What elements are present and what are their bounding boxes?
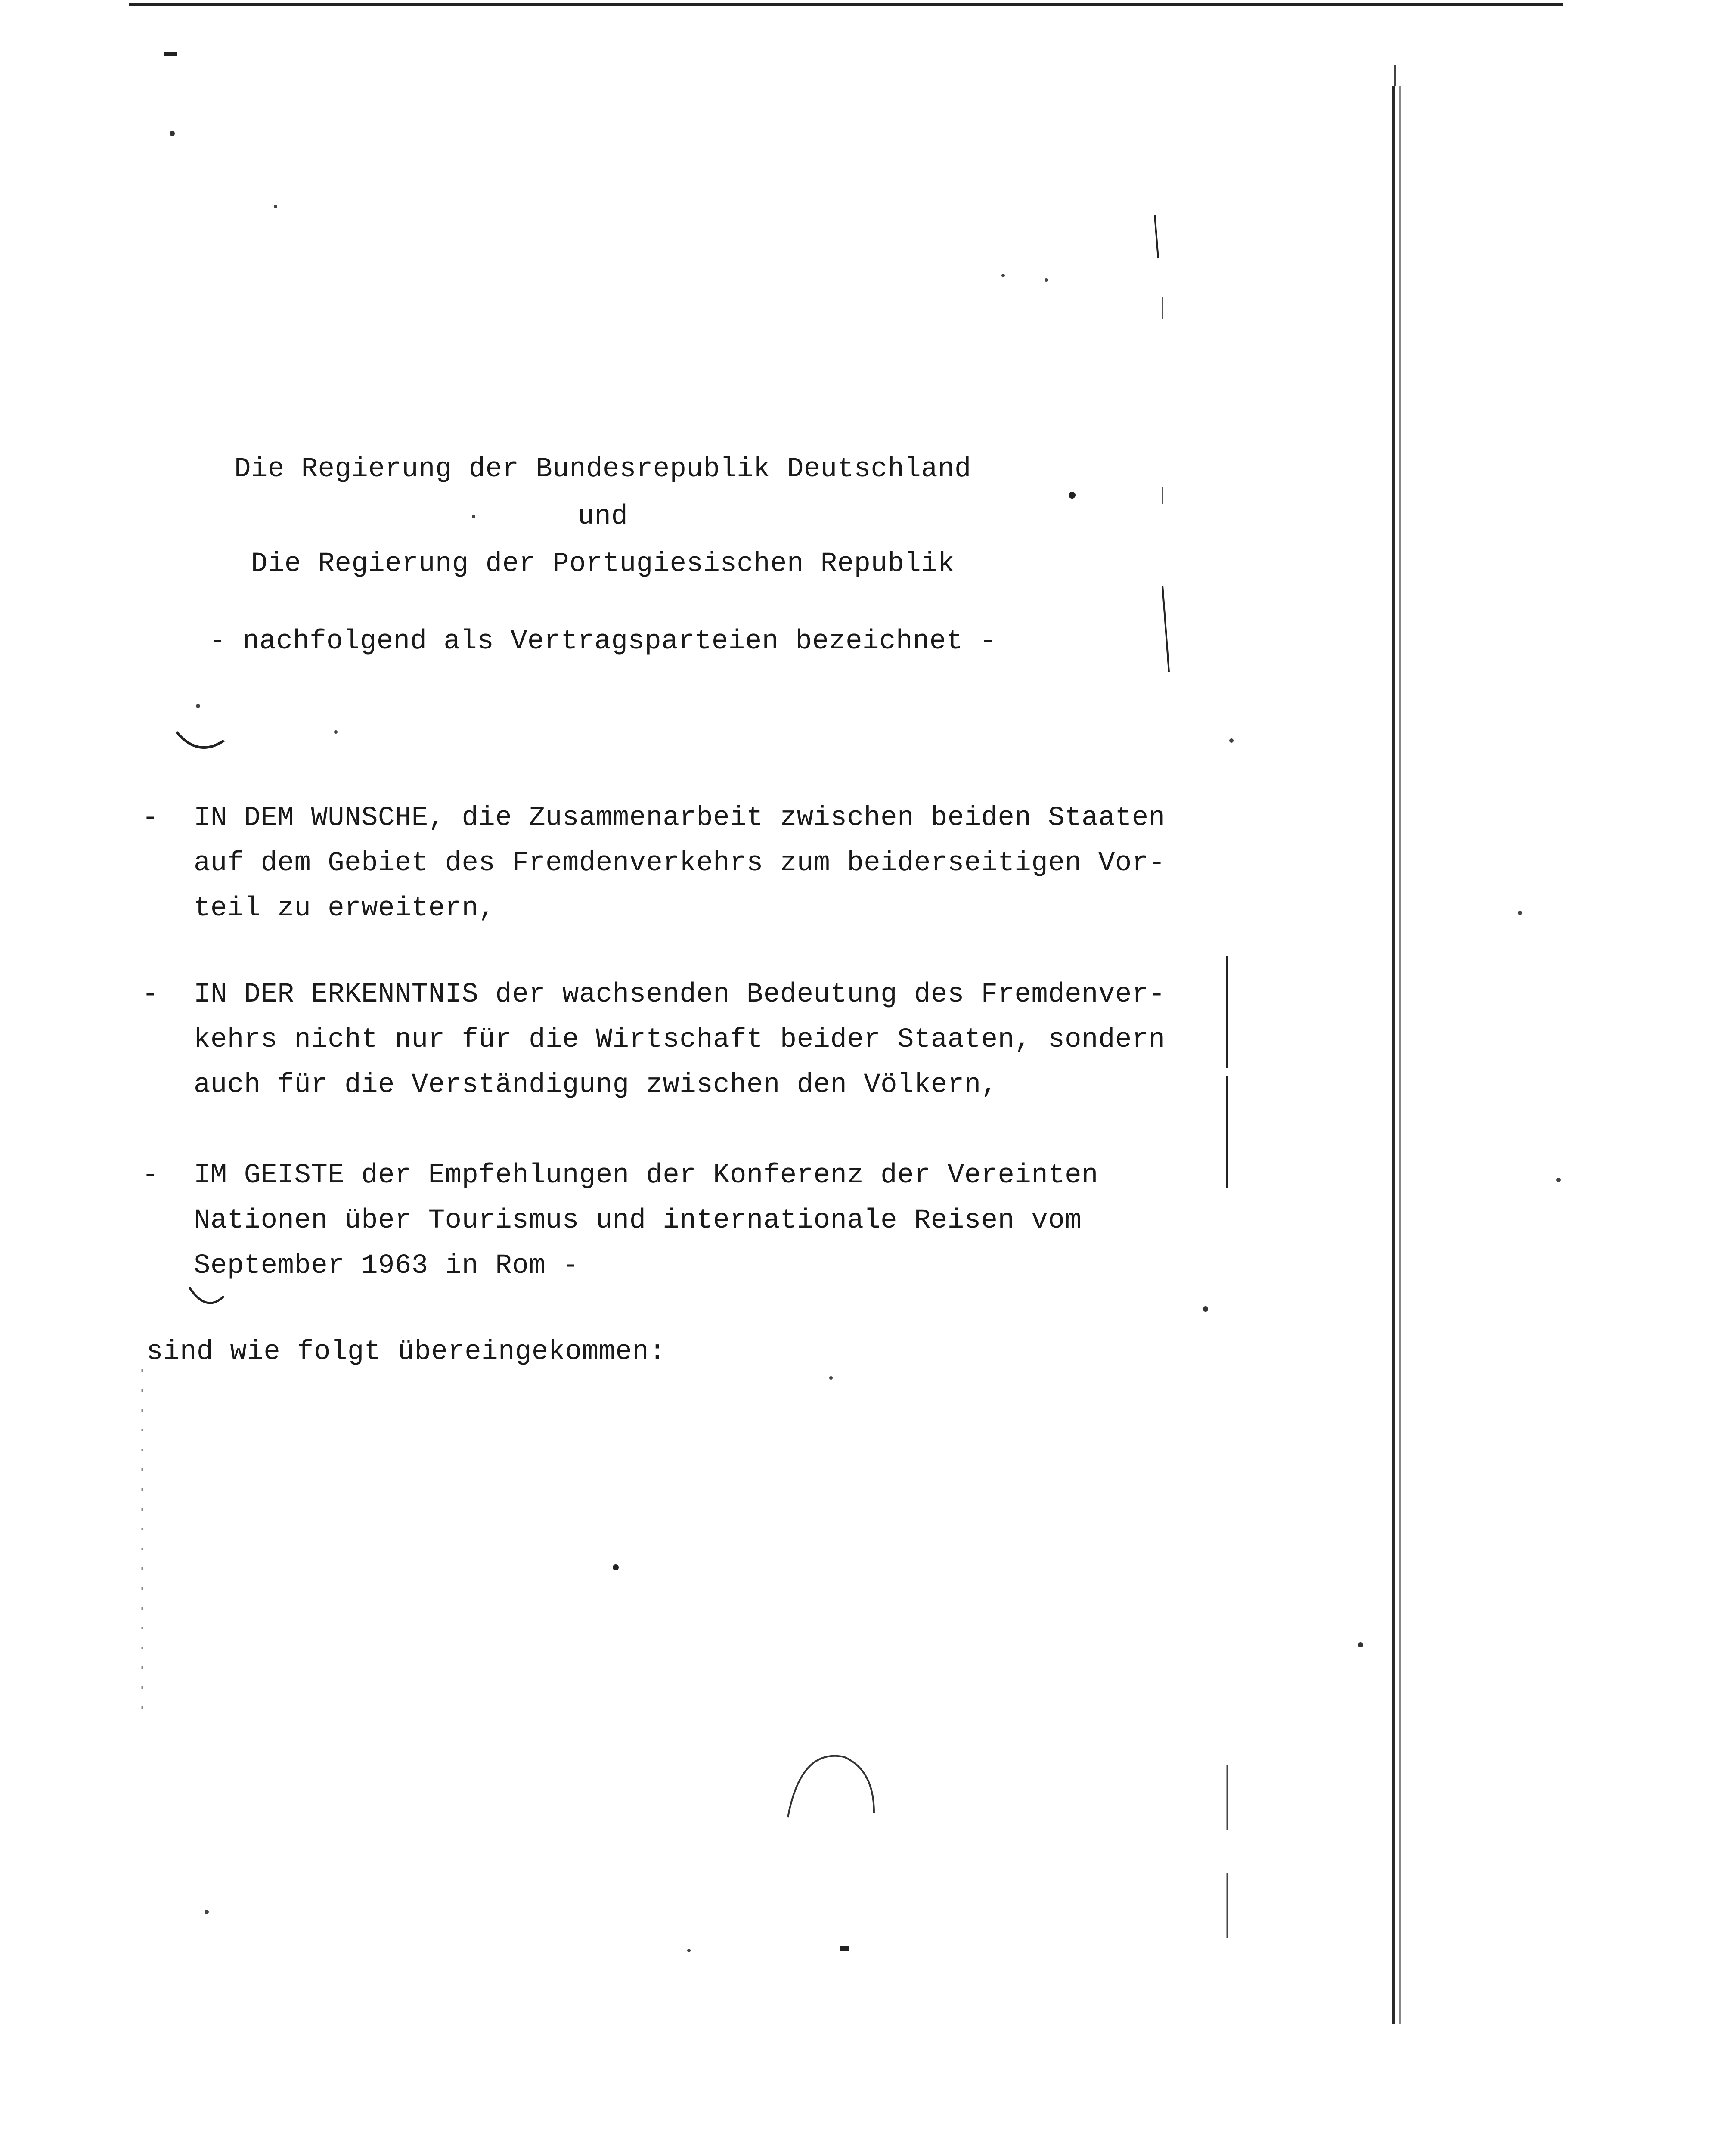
- speck: [334, 730, 338, 734]
- clause-3-line-1: IM GEISTE der Empfehlungen der Konferenz der Vereinten: [194, 1160, 1098, 1191]
- speck: [1518, 911, 1522, 915]
- speck: [840, 1946, 849, 1951]
- curve-mark: [177, 732, 224, 748]
- heading-line-3: Die Regierung der Portugiesischen Republik: [251, 549, 955, 580]
- clause-3-line-2: Nationen über Tourismus und internationale Reisen vom: [194, 1205, 1082, 1236]
- clause-2-line-1: IN DER ERKENNTNIS der wachsenden Bedeutung des Fremdenver-: [194, 979, 1166, 1010]
- right-edge-line: [1392, 86, 1395, 2024]
- heading-line-1: Die Regierung der Bundesrepublik Deutschland: [234, 454, 971, 485]
- speck: [1556, 1178, 1561, 1182]
- clause-bullet: -: [142, 1160, 159, 1191]
- clause-1-line-1: IN DEM WUNSCHE, die Zusammenarbeit zwischen beiden Staaten: [194, 803, 1166, 834]
- heading-line-4: - nachfolgend als Vertragsparteien bezeichnet -: [209, 626, 997, 657]
- clause-1-line-2: auf dem Gebiet des Fremdenverkehrs zum beiderseitigen Vor-: [194, 848, 1166, 879]
- right-edge-fine-line: [1399, 86, 1401, 2024]
- clause-3-line-3: September 1963 in Rom -: [194, 1250, 579, 1281]
- margin-dash-mark: [164, 52, 177, 56]
- speck: [274, 205, 277, 208]
- clause-bullet: -: [142, 803, 159, 834]
- margin-speck: [170, 131, 175, 136]
- speck: [687, 1949, 691, 1952]
- clause-2-line-3: auch für die Verständigung zwischen den Völkern,: [194, 1070, 998, 1101]
- closing-line: sind wie folgt übereingekommen:: [146, 1337, 666, 1368]
- speck: [196, 704, 200, 708]
- speck: [829, 1376, 833, 1380]
- arc-mark: [788, 1756, 874, 1817]
- speck: [1001, 274, 1005, 277]
- speck: [1358, 1642, 1363, 1647]
- speck: [205, 1910, 209, 1914]
- speck: [1045, 278, 1048, 282]
- clause-1-line-3: teil zu erweitern,: [194, 893, 496, 924]
- clause-bullet: -: [142, 979, 159, 1010]
- clause-2-line-2: kehrs nicht nur für die Wirtschaft beider Staaten, sondern: [194, 1024, 1166, 1055]
- speck: [1203, 1306, 1208, 1312]
- stray-line: [1155, 215, 1158, 258]
- speck: [613, 1564, 619, 1570]
- speck: [1229, 738, 1234, 743]
- heading-line-2: und: [577, 501, 628, 532]
- curve-mark: [189, 1287, 224, 1303]
- top-border-line: [129, 3, 1563, 6]
